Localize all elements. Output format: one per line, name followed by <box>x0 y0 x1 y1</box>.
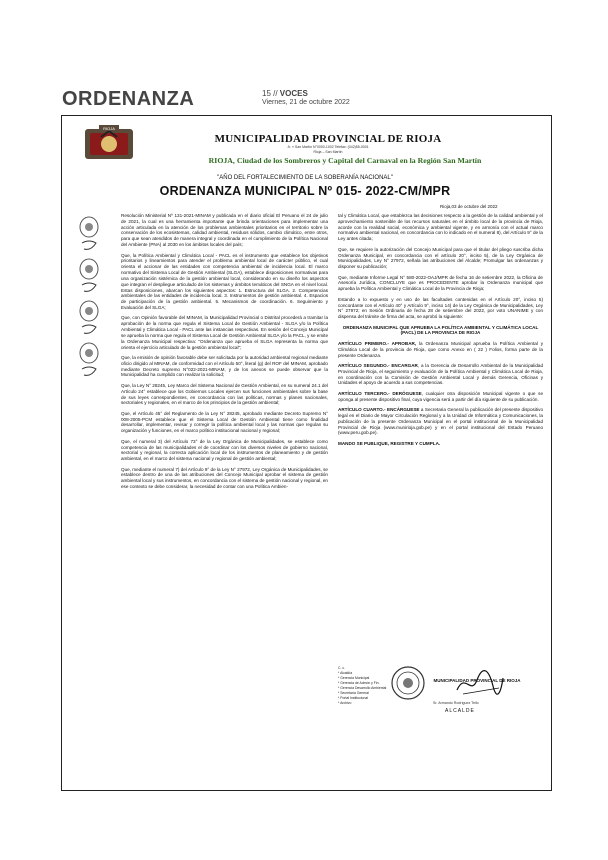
place-date: Rioja,03 de octubre del 2022 <box>440 204 498 209</box>
article-label: ARTÍCULO PRIMERO.- APROBAR, <box>338 340 417 346</box>
article-text: a Secretaria General la publicación del presente dispositivo legal en el Diario de Mayor Circulación Regional y a la Unidad de Informática y Comunicaciones, la publicación de la presente Ordenanza Municipal en el portal institucional de la Municipalidad Provincial de Rioja (www.munirioja.gob.pe) y en el portal institucional del Estado Peruano (www.peru.gob.pe). <box>338 407 544 436</box>
copy-item: * Portal Institucional <box>338 695 368 700</box>
copies-list <box>338 666 386 706</box>
copy-item: * Gerencia Desarrollo Ambiental <box>338 685 387 690</box>
municipality-logo <box>83 125 135 163</box>
left-column <box>121 213 328 495</box>
article-label: ARTÍCULO TERCERO.- DERÓGUESE <box>338 390 422 396</box>
logo-text: RIOJA <box>103 126 115 131</box>
article <box>338 407 543 436</box>
margin-seal-icon <box>78 255 100 295</box>
entity-city: Rioja – San Martín <box>313 150 343 154</box>
newspaper-header <box>62 88 562 112</box>
margin-seal-icon <box>78 213 100 253</box>
copy-item: * Secretaría General <box>338 690 369 695</box>
copy-item: * Gerencia de Admón y Fin. <box>338 680 380 685</box>
copy-item: C. c. <box>338 666 345 670</box>
copy-item: * Alcaldía <box>338 670 353 675</box>
article-label: ARTÍCULO SEGUNDO.- ENCARGAR <box>338 362 418 368</box>
article-text: , a la Gerencia de Desarrollo Ambiental de la Municipalidad Provincial de Rioja, el seguimiento y evaluación de la Política Ambiental y Climática Local de Rioja, en coordinación con la Comisión de Gestión Ambiental Local y demás Gerencia, Oficinas y Unidades el apoyo de acuerdo a sus competencias. <box>338 362 544 386</box>
signer-name: Sr. Armando Rodríguez Tello <box>433 701 479 705</box>
paragraph: Que, con Opinión favorable del MINAM, la Municipalidad Provincial o Distrital procederá a tramitar la aprobación de la norma que regula el Sistema Local de Gestión Ambiental - SLGA y/o la Política Ambiental y Climática Local - PACL ante las instancias respectivas. En sesión del Concejo Municipal se aprueba la norma que regula el Sistema Local de Gestión Ambiental SLGA y/o la PACL, y se emite la Ordenanza Municipal respectiva: "Ordenanza que aprueba el SLGA representa la norma que orienta el ejercicio articulado de la gestión ambiental local"; <box>121 315 329 350</box>
paragraph: Que, la Ley N° 28245, Ley Marco del Sistema Nacional de Gestión Ambiental, en su numeral 24.1 del Artículo 24° establece que los Gobiernos Locales ejercen sus funciones ambientales sobre la base de sus leyes correspondientes, en concordancia con las políticas, normas y planes nacionales, sectoriales y regionales, en el marco de los principios de la gestión ambiental; <box>121 382 328 406</box>
ordinance-title: ORDENANZA MUNICIPAL Nº 015- 2022-CM/MPR <box>159 184 451 198</box>
paragraph: Estando a lo expuesto y en uso de las facultades contenidas en el Artículo 20°, inciso 5) concordante con el Artículo 40° y Artículo 9°, inciso 14) de la Ley Orgánica de Municipalidades, Ley N° 27972; en Sesión Ordinaria de fecha 28 de setiembre del 2022, por voto UNANIME y con dispensa del trámite de firma del acta, se aprobó la siguiente: <box>338 296 543 320</box>
closing-statement: MANDO SE PUBLIQUE, REGISTRE Y CUMPLA. <box>338 440 441 446</box>
paragraph: Que, la Política Ambiental y Climática Local - PACL es el instrumento que establece los objetivos prioritarios y lineamientos para atender el problema ambiental local de carácter público, el cual orienta el accionar de las entidades con competencia ambiental de incidencia local. El marco normativo del Sistema Local de Gestión Ambiental (SLGA), establece disposiciones normativas para una organización sistémica de la gestión ambiental local, considerando en su diseño los aspectos que integran el despliegue articulado de los sistemas y ámbitos temáticos del SNGA en el nivel local. Estas disposiciones, abarcan los siguientes aspectos: 1. Estructura del SLGA. 2. Competencias ambientales de las entidades de incidencia local. 3. Instrumentos de gestión ambiental. 4. Espacios de participación de la gestión ambiental. 5. Mecanismos de coordinación. 6. Seguimiento y Evaluación del SLGA; <box>121 252 328 311</box>
paragraph: Que, el numeral 3) del Artículo 73° de la Ley Orgánica de Municipalidades, se establece como competencia de las municipalidades el de coordinar con los diversos niveles de gobierno nacional, sectorial y regional, la correcta aplicación local de los instrumentos de planeamiento y de gestión ambiental, en el marco del sistema nacional y regional de gestión ambiental; <box>121 438 328 462</box>
signer-title: ALCALDE <box>445 708 475 714</box>
paragraph: Que, la emisión de opinión favorable debe ser solicitada por la autoridad ambiental regional mediante oficio dirigido al MINAM, de conformidad con el Artículo 50°, literal (g) del ROF del MINAM, aprobado mediante Decreto supremo N°022-2021-MINAM, y de los anexos se puede observar que la Municipalidad ha cumplido con realizar la solicitud; <box>121 355 328 378</box>
paragraph: Que, mediante el numeral 7) del Artículo 9° de la Ley N° 27972, Ley Orgánica de Municipalidades, se establece dentro de una de las atribuciones del Concejo Municipal aprobar el sistema de gestión ambiental local y sus instrumentos, en concordancia con el sistema de gestión nacional y regional, en ese contexto se debe considerar, la necesidad de contar con una Política Ambien- <box>121 466 328 490</box>
entity-motto: RIOJA, Ciudad de los Sombreros y Capital del Carnaval en la Región San Martín <box>208 156 482 165</box>
copy-item: * Archivo <box>338 700 352 705</box>
article <box>338 363 543 386</box>
margin-seal-icon <box>78 297 100 337</box>
year-name: "AÑO DEL FORTALECIMIENTO DE LA SOBERANÍA NACIONAL" <box>217 175 393 181</box>
article-label: ARTÍCULO CUARTO.- ENCÁRGUESE <box>338 407 420 413</box>
issue-date: Viernes, 21 de octubre 2022 <box>262 99 350 106</box>
article-text: , cualquier otra disposición Municipal vigente o que se oponga al presente dispositivo final, cuya vigencia será a partir del día siguiente de su publicación. <box>338 390 544 402</box>
section-title: ORDENANZA <box>62 88 195 110</box>
margin-seal-icon <box>78 339 100 379</box>
entity-address: Jr. « San Martín N°0000-1002 Telefax: (042)55-0001 <box>287 145 369 149</box>
signature-icon <box>455 668 505 698</box>
page-number: 15 // <box>262 89 280 98</box>
round-stamp-icon <box>390 665 426 701</box>
paragraph: Que, mediante Informe Legal N° 580-2022-OAJ/MPR de fecha 16 de setiembre 2022, la Oficina de Asesoría Jurídica, CONCLUYE que es PROCEDENTE aprobar la Ordenanza municipal que aprueba la Política Ambiental y Climática Local de la Provincia de Rioja; <box>338 274 543 292</box>
paragraph: Que, el Artículo 45° del Reglamento de la Ley N° 28245, aprobado mediante Decreto Supremo N° 008-2005-PCM establece que el Sistema Local de Gestión Ambiental tiene como finalidad desarrollar, implementar, revisar y corregir la política ambiental local y las normas que regulan su organización y funciones, en el marco político institucional nacional y regional; <box>121 410 328 434</box>
copy-item: * Gerencia Municipal <box>338 675 370 680</box>
paragraph: tal y Climática Local, que establezca las decisiones respecto a la gestión de la calidad ambiental y el aprovechamiento sostenible de los recursos naturales en el ámbito local de la provincia de Rioja, acorde con la realidad social, económica y ambiental vigente, y en armonía con el actual marco normativo ambiental nacional, en concordancia con lo indicado en el numeral 8), del Artículo 9° de la Ley antes citada; <box>338 213 543 242</box>
article <box>338 391 543 403</box>
page-section: VOCES <box>279 89 308 98</box>
paragraph: Que, se requiere la autorización del Concejo Municipal para que el titular del pliego suscriba dicha Ordenanza Municipal, en concordancia con el artículo 20°, inciso 5), de la Ley Orgánica de Municipalidades, Ley N° 27972, señala las atribuciones del Alcalde; Promulgar las ordenanzas y disponer su publicación; <box>338 246 543 270</box>
article <box>338 341 543 358</box>
article-text: la Ordenanza Municipal aprueba la Política Ambiental y Climática Local de la provincia de Rioja, que como Anexo en ( 22 ) Folios, forma parte de la presente Ordenanza. <box>338 340 543 358</box>
official-stamp-title: MUNICIPALIDAD PROVINCIAL DE RIOJA <box>433 678 521 683</box>
paragraph: Resolución Ministerial Nº 131-2021-MINAM y publicada en el diario oficial El Peruano el 24 de julio de 2021, la cual es una herramienta importante que brinda orientaciones para implementar una acción articulada en la atención de los problemas ambientales prioritarios en el territorio sobre la conservación de los ecosistemas, calidad ambiental, residuos sólidos, cambio climático, entre otros, para que sean atendidos de manera integral y coordinada en el cumplimiento de la Política Nacional del Ambiente (PNA) al 2030 en los ámbitos locales del país; <box>121 213 328 248</box>
page-label <box>262 89 308 98</box>
right-column <box>338 213 543 451</box>
resolution-heading: ORDENANZA MUNICIPAL QUE APRUEBA LA POLÍTICA AMBIENTAL Y CLIMÁTICA LOCAL (PACL) DE LA PROVINCIA DE RIOJA <box>342 324 539 336</box>
entity-name: MUNICIPALIDAD PROVINCIAL DE RIOJA <box>214 133 442 145</box>
